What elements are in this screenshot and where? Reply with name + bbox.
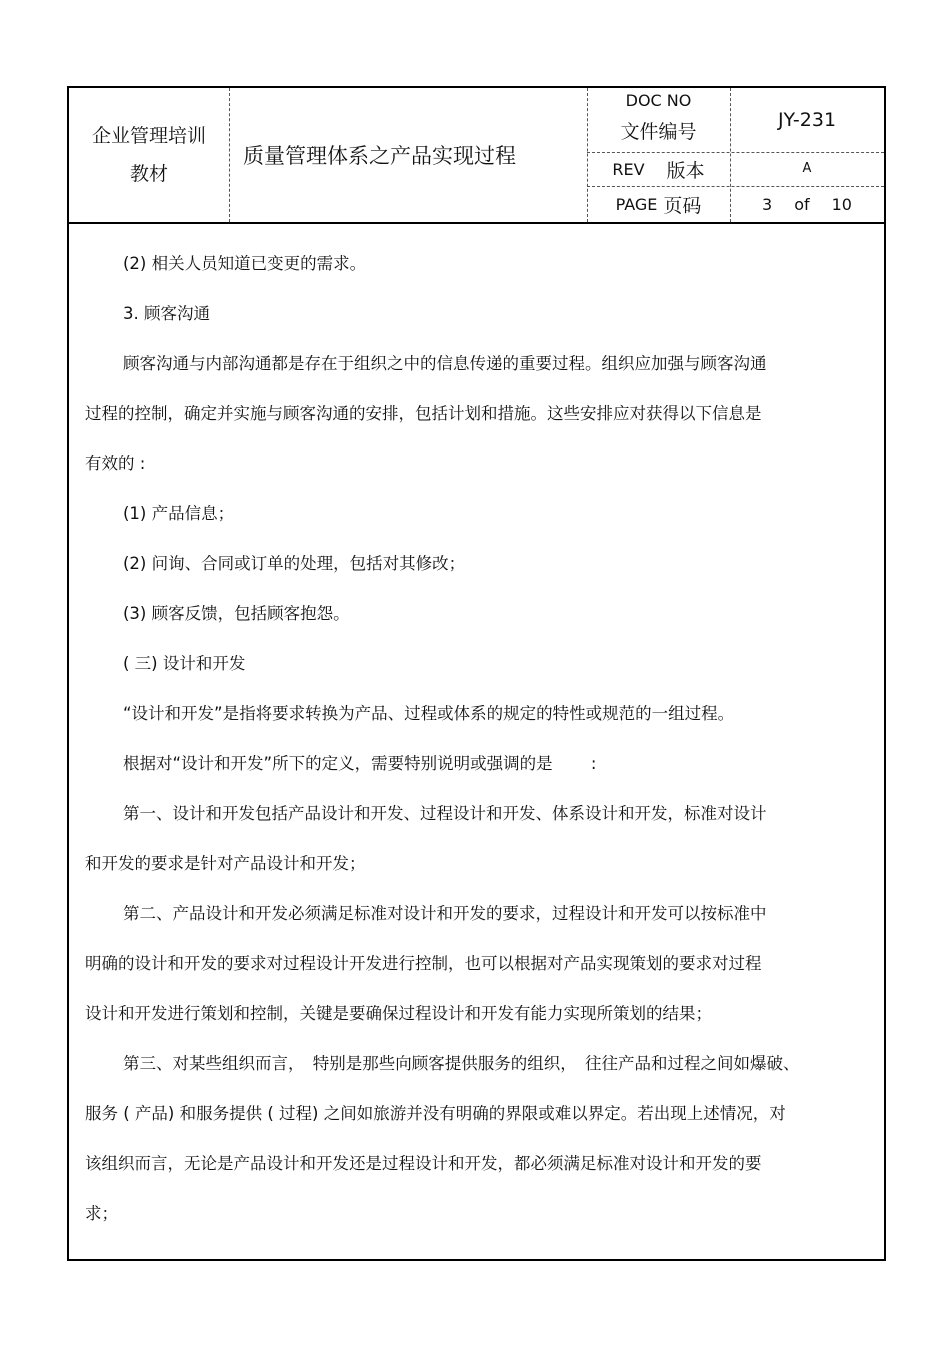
body-line: 明确的设计和开发的要求对过程设计开发进行控制，也可以根据对产品实现策划的要求对过程 xyxy=(85,954,762,973)
body-line: 该组织而言，无论是产品设计和开发还是过程设计和开发，都必须满足标准对设计和开发的要 xyxy=(85,1154,762,1173)
rev-label xyxy=(587,152,730,186)
section-heading: 3. 顾客沟通 xyxy=(123,304,210,323)
page-label-en: PAGE xyxy=(615,194,658,214)
body-line: 求； xyxy=(85,1204,118,1223)
list-item: (1) 产品信息； xyxy=(123,504,235,523)
rev-label-cn: 版本 xyxy=(666,159,705,182)
body-line: 设计和开发进行策划和控制，关键是要确保过程设计和开发有能力实现所策划的结果； xyxy=(85,1004,712,1023)
body-line: 顾客沟通与内部沟通都是存在于组织之中的信息传递的重要过程。组织应加强与顾客沟通 xyxy=(123,354,767,373)
doc-title: 质量管理体系之产品实现过程 xyxy=(243,144,516,168)
org-cell xyxy=(69,88,229,222)
section-heading: ( 三) 设计和开发 xyxy=(123,654,246,673)
body-line: 第三、对某些组织而言， 特别是那些向顾客提供服务的组织， 往往产品和过程之间如爆破、 xyxy=(123,1054,800,1073)
page-of: of xyxy=(794,194,810,214)
docno-label-cn: 文件编号 xyxy=(620,121,697,143)
org-name-line2: 教材 xyxy=(129,163,168,185)
body-line: 过程的控制，确定并实施与顾客沟通的安排，包括计划和措施。这些安排应对获得以下信息是 xyxy=(85,404,762,423)
docno-label-en: DOC NO xyxy=(625,91,692,110)
page-label-cn: 页码 xyxy=(663,194,702,217)
document-header xyxy=(69,88,884,224)
rev-label-en: REV xyxy=(612,159,645,179)
body-line: 第二、产品设计和开发必须满足标准对设计和开发的要求，过程设计和开发可以按标准中 xyxy=(123,904,767,923)
page-total: 10 xyxy=(831,194,852,214)
org-name-line1: 企业管理培训 xyxy=(91,125,206,147)
body-line: 根据对“设计和开发”所下的定义，需要特别说明或强调的是 : xyxy=(123,754,597,773)
rev-value: A xyxy=(802,161,812,176)
body-line: 和开发的要求是针对产品设计和开发； xyxy=(85,854,366,873)
body-line: (2) 相关人员知道已变更的需求。 xyxy=(123,254,367,273)
document-frame xyxy=(67,86,886,1261)
page-current: 3 xyxy=(762,194,773,214)
list-item: (2) 问询、合同或订单的处理，包括对其修改； xyxy=(123,554,466,573)
body-line: “设计和开发”是指将要求转换为产品、过程或体系的规定的特性或规范的一组过程。 xyxy=(123,704,735,723)
body-line: 第一、设计和开发包括产品设计和开发、过程设计和开发、体系设计和开发，标准对设计 xyxy=(123,804,767,823)
page-number xyxy=(730,186,884,222)
page-label xyxy=(587,186,730,222)
body-line: 有效的 : xyxy=(85,454,146,473)
docno-value: JY-231 xyxy=(777,109,837,131)
list-item: (3) 顾客反馈，包括顾客抱怨。 xyxy=(123,604,350,623)
body-line: 服务 ( 产品) 和服务提供 ( 过程) 之间如旅游并没有明确的界限或难以界定。若出现上述情况，对 xyxy=(85,1104,786,1123)
